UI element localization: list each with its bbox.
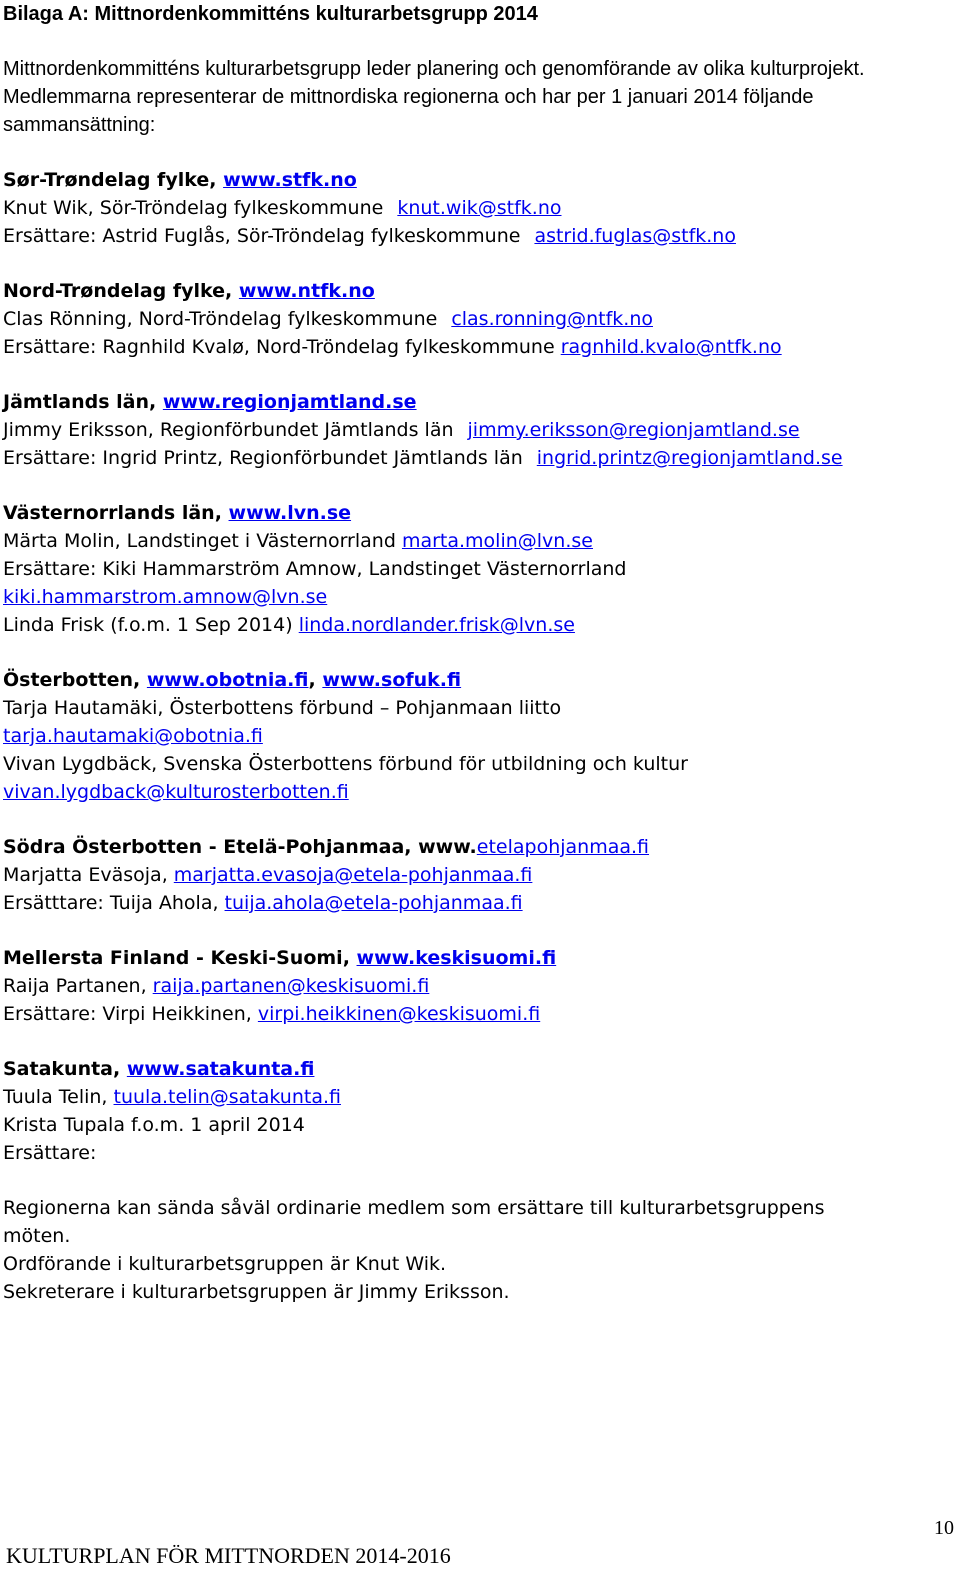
chair-line: Ordförande i kulturarbetsgruppen är Knut Wik. <box>3 1253 447 1275</box>
member-line: Ersättare: Astrid Fuglås, Sör-Tröndelag fylkeskommune astrid.fuglas@stfk.no <box>3 225 736 247</box>
closing-line-continued: möten. <box>3 1225 71 1247</box>
region-web-link[interactable]: www.ntfk.no <box>238 280 375 302</box>
member-line: Jimmy Eriksson, Regionförbundet Jämtlands län jimmy.eriksson@regionjamtland.se <box>3 419 800 441</box>
member-email-link[interactable]: vivan.lygdback@kulturosterbotten.fi <box>3 781 349 803</box>
member-line: Ersätttare: Tuija Ahola, tuija.ahola@etela-pohjanmaa.fi <box>3 892 523 914</box>
member-line: Ersättare: Ingrid Printz, Regionförbundet Jämtlands län ingrid.printz@regionjamtland.se <box>3 447 843 469</box>
member-email-link[interactable]: tuija.ahola@etela-pohjanmaa.fi <box>224 892 523 914</box>
document-title: Bilaga A: Mittnordenkommitténs kulturarbetsgrupp 2014 <box>3 3 538 25</box>
closing-line: Regionerna kan sända såväl ordinarie medlem som ersättare till kulturarbetsgruppens <box>3 1197 825 1219</box>
member-email-link[interactable]: clas.ronning@ntfk.no <box>451 308 653 330</box>
region-web-link[interactable]: www.stfk.no <box>223 169 357 191</box>
member-line: Tarja Hautamäki, Österbottens förbund – Pohjanmaan liitto <box>3 697 562 719</box>
region-heading-vasternorrland: Västernorrlands län, www.lvn.se <box>3 502 352 524</box>
region-heading-sodra-osterbotten: Södra Österbotten - Etelä-Pohjanmaa, www.etelapohjanmaa.fi <box>3 836 650 858</box>
intro-paragraph <box>3 55 953 139</box>
region-heading-osterbotten: Österbotten, www.obotnia.fi, www.sofuk.fi <box>3 669 462 691</box>
member-email-link[interactable]: marjatta.evasoja@etela-pohjanmaa.fi <box>173 864 533 886</box>
page-number: 10 <box>934 1517 954 1539</box>
region-heading-satakunta: Satakunta, www.satakunta.fi <box>3 1058 315 1080</box>
region-heading-mellersta-finland: Mellersta Finland - Keski-Suomi, www.keskisuomi.fi <box>3 947 557 969</box>
member-email-link[interactable]: jimmy.eriksson@regionjamtland.se <box>467 419 800 441</box>
footer-title: KULTURPLAN FÖR MITTNORDEN 2014-2016 <box>6 1543 451 1568</box>
member-email-line <box>3 722 263 750</box>
member-line: Krista Tupala f.o.m. 1 april 2014 <box>3 1114 305 1136</box>
region-heading-nord-trondelag: Nord-Trøndelag fylke, www.ntfk.no <box>3 280 375 302</box>
member-email-link[interactable]: knut.wik@stfk.no <box>397 197 562 219</box>
member-email-link[interactable]: ragnhild.kvalo@ntfk.no <box>560 336 782 358</box>
member-line: Marjatta Eväsoja, marjatta.evasoja@etela-pohjanmaa.fi <box>3 864 533 886</box>
member-email-link[interactable]: astrid.fuglas@stfk.no <box>534 225 736 247</box>
member-line: Raija Partanen, raija.partanen@keskisuomi.fi <box>3 975 430 997</box>
member-email-link[interactable]: linda.nordlander.frisk@lvn.se <box>298 614 575 636</box>
member-email-link[interactable]: ingrid.printz@regionjamtland.se <box>536 447 843 469</box>
region-web-link[interactable]: www.obotnia.fi <box>146 669 309 691</box>
region-web-link[interactable]: etelapohjanmaa.fi <box>476 836 650 858</box>
member-email-link[interactable]: tuula.telin@satakunta.fi <box>113 1086 341 1108</box>
member-line: Ersättare: Kiki Hammarström Amnow, Landstinget Västernorrland <box>3 558 627 580</box>
intro-text: Mittnordenkommitténs kulturarbetsgrupp leder planering och genomförande av olika kulturprojekt. Medlemmarna representerar de mittnordiska regionerna och har per 1 januari 2014 följande sammansättning: <box>3 58 865 136</box>
member-email-link[interactable]: tarja.hautamaki@obotnia.fi <box>3 725 263 747</box>
member-email-link[interactable]: kiki.hammarstrom.amnow@lvn.se <box>3 586 328 608</box>
member-line: Linda Frisk (f.o.m. 1 Sep 2014) linda.nordlander.frisk@lvn.se <box>3 614 575 636</box>
member-email-link[interactable]: virpi.heikkinen@keskisuomi.fi <box>257 1003 541 1025</box>
member-email-link[interactable]: raija.partanen@keskisuomi.fi <box>152 975 430 997</box>
member-line: Tuula Telin, tuula.telin@satakunta.fi <box>3 1086 341 1108</box>
region-heading-sor-trondelag: Sør-Trøndelag fylke, www.stfk.no <box>3 169 357 191</box>
member-line: Ersättare: <box>3 1142 97 1164</box>
member-email-link[interactable]: marta.molin@lvn.se <box>401 530 593 552</box>
member-email-line <box>3 778 349 806</box>
secretary-line: Sekreterare i kulturarbetsgruppen är Jimmy Eriksson. <box>3 1281 510 1303</box>
region-web-link[interactable]: www.regionjamtland.se <box>162 391 417 413</box>
region-web-link[interactable]: www.keskisuomi.fi <box>356 947 557 969</box>
region-web-link-2[interactable]: www.sofuk.fi <box>322 669 462 691</box>
member-line: Märta Molin, Landstinget i Västernorrland marta.molin@lvn.se <box>3 530 593 552</box>
member-line: Vivan Lygdbäck, Svenska Österbottens förbund för utbildning och kultur <box>3 753 688 775</box>
region-heading-jamtland: Jämtlands län, www.regionjamtland.se <box>3 391 417 413</box>
member-line: Clas Rönning, Nord-Tröndelag fylkeskommune clas.ronning@ntfk.no <box>3 308 653 330</box>
member-email-line <box>3 583 327 611</box>
member-line: Ersättare: Virpi Heikkinen, virpi.heikkinen@keskisuomi.fi <box>3 1003 541 1025</box>
region-web-link[interactable]: www.lvn.se <box>228 502 352 524</box>
member-line: Ersättare: Ragnhild Kvalø, Nord-Tröndelag fylkeskommune ragnhild.kvalo@ntfk.no <box>3 336 782 358</box>
region-web-link[interactable]: www.satakunta.fi <box>126 1058 315 1080</box>
member-line: Knut Wik, Sör-Tröndelag fylkeskommune knut.wik@stfk.no <box>3 197 562 219</box>
